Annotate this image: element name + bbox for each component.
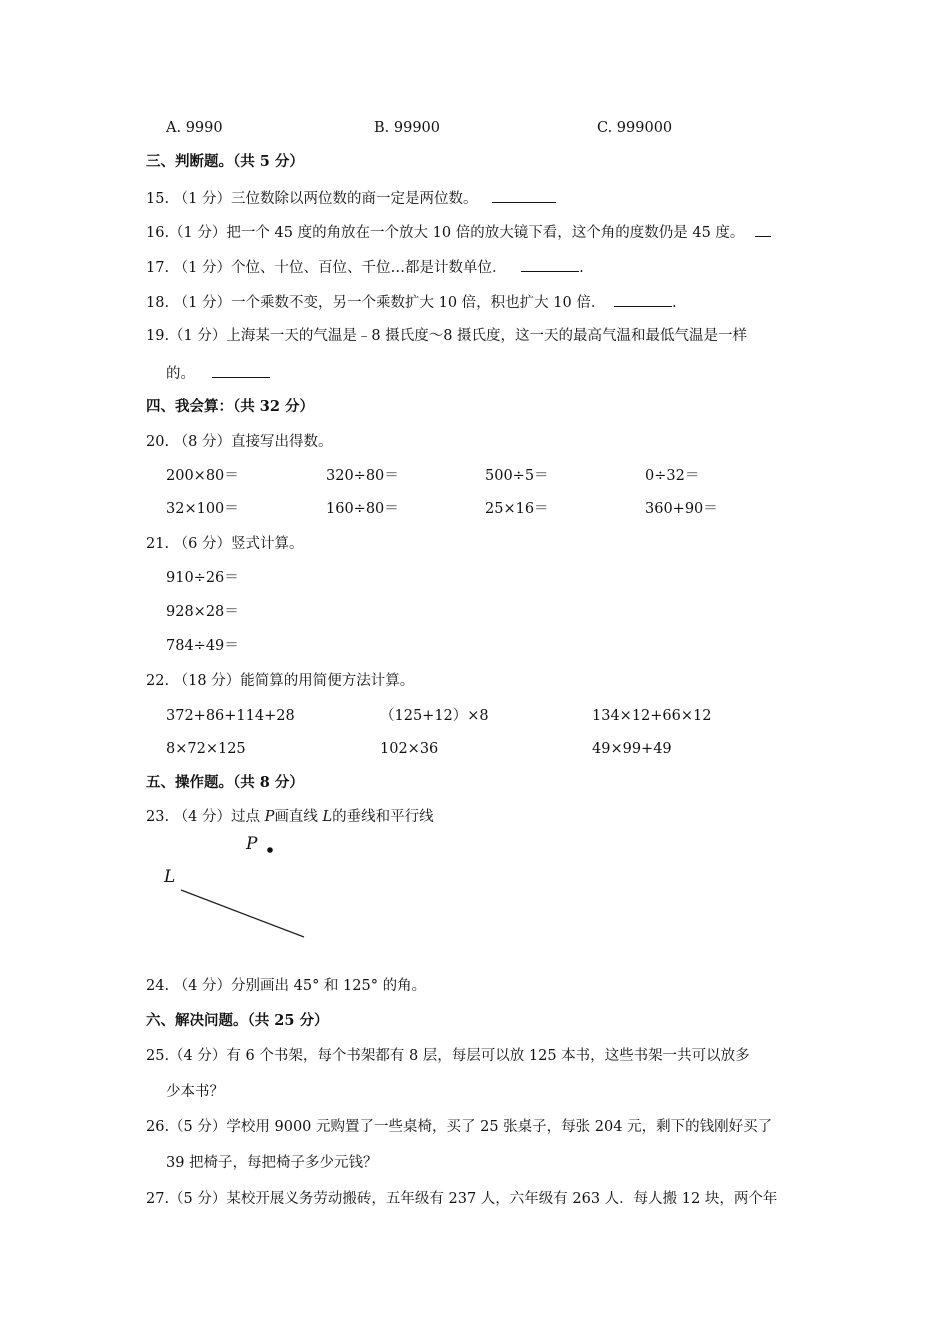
option-c: C. 999000 (597, 120, 673, 136)
question-19-text: 的。 (166, 366, 195, 382)
option-b: B. 99900 (374, 120, 441, 136)
question-18-text: 18. （1 分）一个乘数不变，另一个乘数扩大 10 倍，积也扩大 10 倍． (146, 295, 606, 311)
q20-item: 200×80＝ (166, 468, 239, 484)
line-l (181, 890, 304, 937)
section-4-title: 四、我会算：（共 32 分） (146, 398, 315, 415)
question-17-period: . (579, 260, 584, 276)
q22-item: （125+12）×8 (380, 708, 489, 724)
question-17-text: 17. （1 分）个位、十位、百位、千位…都是计数单位． (146, 260, 507, 276)
q22-item: 102×36 (380, 741, 439, 757)
line-l-ref: L (322, 809, 333, 825)
point-p (267, 847, 273, 853)
question-18-period: . (671, 295, 677, 311)
q20-item: 360+90＝ (645, 501, 718, 517)
point-p-ref: P (264, 809, 275, 825)
question-22-text: 22. （18 分）能简算的用简便方法计算。 (146, 673, 415, 689)
q21-item: 910÷26＝ (166, 570, 239, 586)
question-15-text: 15. （1 分）三位数除以两位数的商一定是两位数。 (146, 191, 478, 207)
question-24-text: 24. （4 分）分别画出 45° 和 125° 的角。 (146, 978, 427, 994)
point-p-label: P (246, 834, 258, 854)
q20-item: 32×100＝ (166, 501, 239, 517)
section-6-title: 六、解决问题。（共 25 分） (146, 1012, 329, 1029)
q22-item: 134×12+66×12 (592, 708, 712, 724)
q20-item: 25×16＝ (485, 501, 549, 517)
question-23-text: 画直线 (274, 809, 323, 825)
question-21-text: 21. （6 分）竖式计算。 (146, 536, 304, 552)
question-20-text: 20. （8 分）直接写出得数。 (146, 434, 333, 450)
q22-item: 372+86+114+28 (166, 708, 295, 724)
question-26-line1: 26.（5 分）学校用 9000 元购置了一些桌椅，买了 25 张桌子，每张 204 元，剩下的钱刚好买了 (146, 1119, 773, 1135)
q22-item: 8×72×125 (166, 741, 246, 757)
q20-item: 500÷5＝ (485, 468, 549, 484)
option-a: A. 9990 (166, 120, 223, 136)
question-23-text: 23. （4 分）过点 (146, 809, 265, 825)
q20-item: 160÷80＝ (326, 501, 399, 517)
question-27-line1: 27.（5 分）某校开展义务劳动搬砖，五年级有 237 人，六年级有 263 人．每人搬 12 块，两个年 (146, 1191, 778, 1207)
q21-item: 928×28＝ (166, 604, 239, 620)
q22-item: 49×99+49 (592, 741, 672, 757)
q20-item: 0÷32＝ (645, 468, 700, 484)
question-19-line1: 19.（1 分）上海某一天的气温是﹣8 摄氏度～8 摄氏度，这一天的最高气温和最低气温是一样 (146, 328, 748, 344)
question-23-text: 的垂线和平行线 (332, 809, 434, 825)
q21-item: 784÷49＝ (166, 638, 239, 654)
q20-item: 320÷80＝ (326, 468, 399, 484)
question-25-line1: 25.（4 分）有 6 个书架，每个书架都有 8 层，每层可以放 125 本书，这些书架一共可以放多 (146, 1048, 750, 1064)
question-26-line2: 39 把椅子，每把椅子多少元钱？ (166, 1155, 378, 1171)
section-5-title: 五、操作题。（共 8 分） (146, 774, 304, 791)
question-16-text: 16.（1 分）把一个 45 度的角放在一个放大 10 倍的放大镜下看，这个角的度数仍是 45 度。 (146, 225, 745, 241)
section-3-title: 三、判断题。（共 5 分） (146, 153, 304, 170)
line-l-label: L (164, 867, 176, 887)
question-25-line2: 少本书？ (166, 1084, 224, 1100)
